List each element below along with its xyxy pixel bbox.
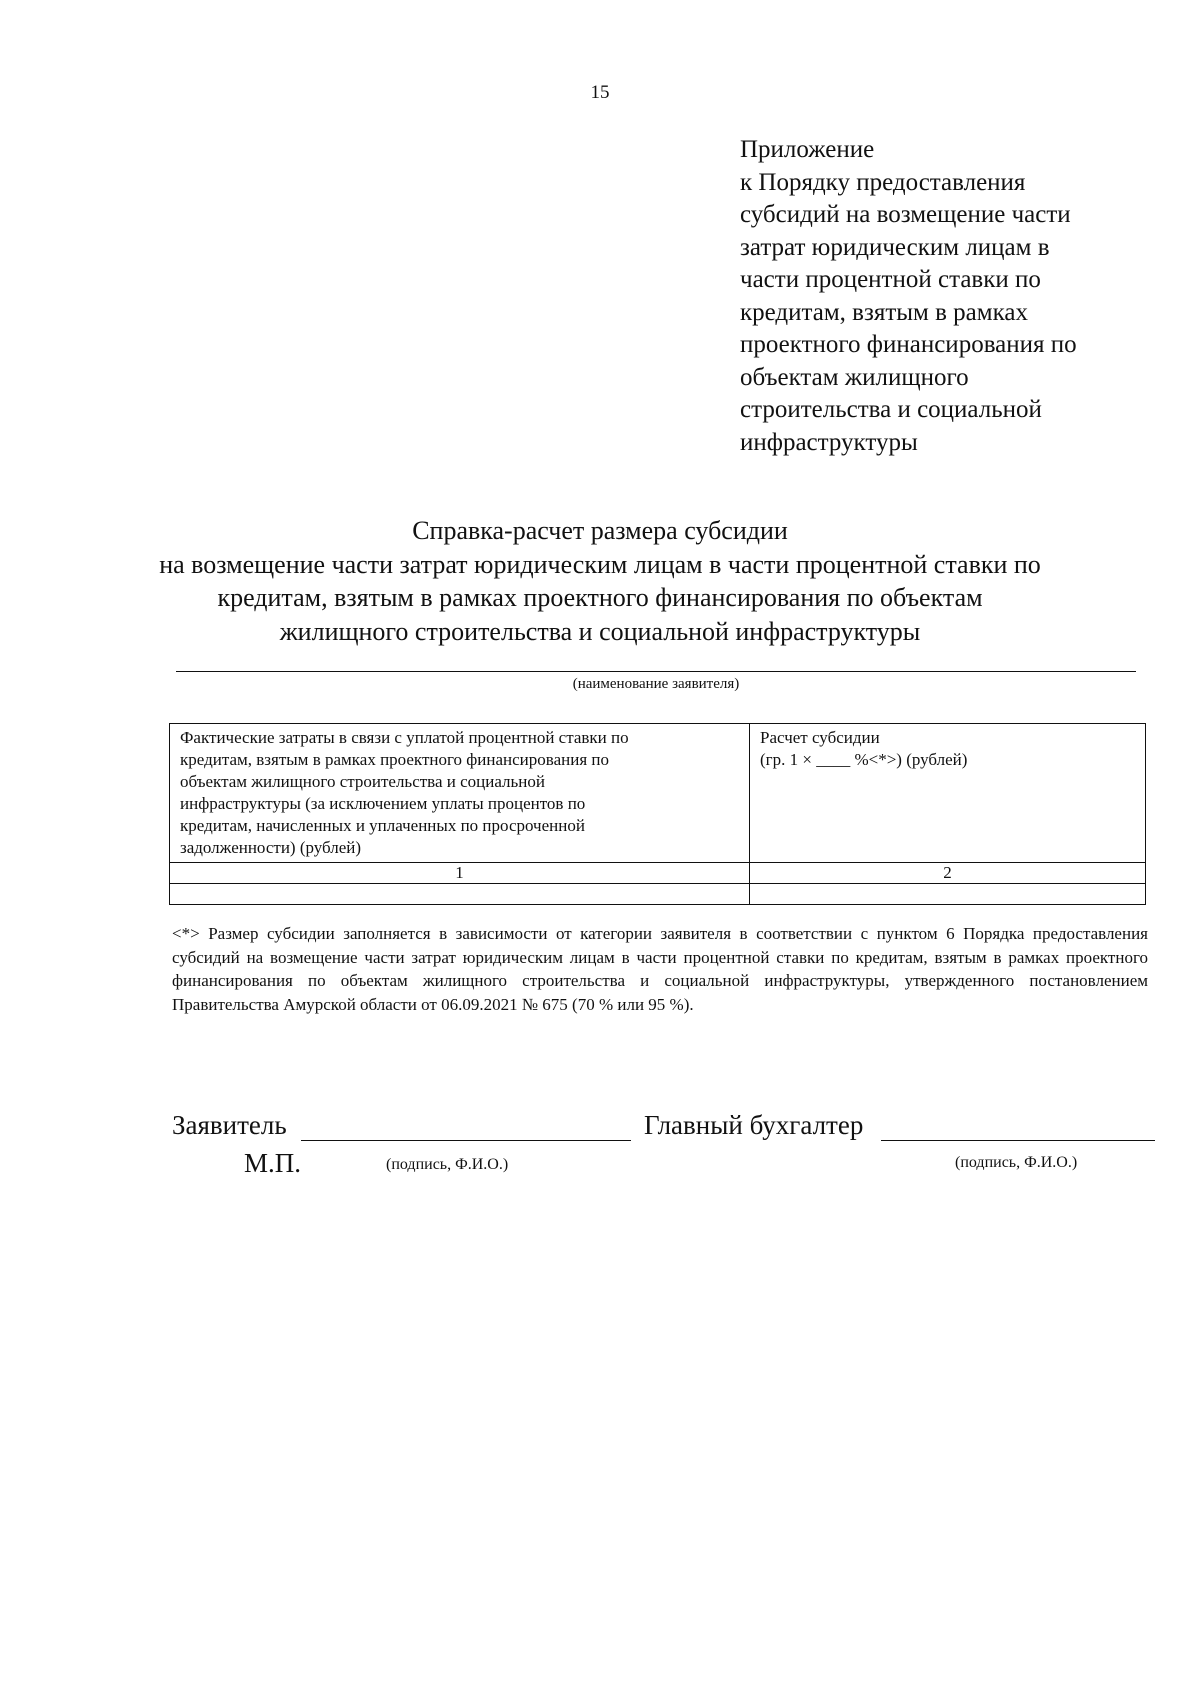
appendix-line: Приложение — [740, 136, 875, 163]
accountant-signature-label: Главный бухгалтер — [644, 1110, 864, 1140]
document-title — [0, 514, 1200, 648]
header-line: объектам жилищного строительства и социальной — [180, 772, 545, 791]
applicant-signature-line[interactable] — [301, 1140, 631, 1141]
header-line: задолженности) (рублей) — [180, 838, 362, 857]
appendix-line: строительства и социальной — [740, 396, 1042, 423]
appendix-header — [740, 134, 1160, 459]
header-line: Фактические затраты в связи с уплатой процентной ставки по — [180, 728, 629, 747]
table-column-number-row — [170, 863, 1146, 884]
title-line: на возмещение части затрат юридическим лицам в части процентной ставки по — [159, 549, 1041, 579]
title-line: Справка-расчет размера субсидии — [412, 516, 788, 545]
accountant-signature-line[interactable] — [881, 1140, 1155, 1141]
header-line: кредитам, начисленных и уплаченных по просроченной — [180, 816, 585, 835]
appendix-line: инфраструктуры — [740, 428, 918, 456]
table-header-row — [170, 724, 1146, 863]
appendix-line: части процентной ставки по — [740, 266, 1041, 293]
applicant-name-field-line[interactable] — [176, 671, 1136, 672]
appendix-line: к Порядку предоставления — [740, 168, 1026, 196]
column-number: 1 — [170, 863, 750, 884]
table-cell-actual-costs[interactable] — [170, 884, 750, 905]
appendix-line: субсидий на возмещение части — [740, 201, 1071, 228]
header-line: инфраструктуры (за исключением уплаты процентов по — [180, 794, 586, 813]
footnote: <*> Размер субсидии заполняется в зависимости от категории заявителя в соответствии с пунктом 6 Порядка предоставления субсидий на возмещение части затрат юридическим лицам в части процентной ставки по кредитам, взятым в рамках проектного финансирования по объектам жилищного строительства и социальной инфраструктуры, утвержденного постановлением Правительства Амурской области от 06.09.2021 № 675 (70 % или 95 %). — [172, 924, 1148, 1014]
table-cell-subsidy-amount[interactable] — [750, 884, 1146, 905]
title-line: кредитам, взятым в рамках проектного финансирования по объектам — [217, 583, 983, 612]
table-row — [170, 884, 1146, 905]
header-line: Расчет субсидии — [760, 728, 880, 747]
header-actual-costs — [170, 724, 750, 863]
header-subsidy-calculation — [750, 724, 1146, 863]
appendix-line: кредитам, взятым в рамках — [740, 298, 1028, 326]
page-number: 15 — [590, 82, 610, 103]
subsidy-calculation-table — [169, 723, 1146, 905]
applicant-name-caption: (наименование заявителя) — [572, 676, 740, 692]
stamp-place-label: М.П. — [244, 1148, 302, 1178]
accountant-signature-caption: (подпись, Ф.И.О.) — [955, 1154, 1078, 1171]
header-line: кредитам, взятым в рамках проектного финансирования по — [180, 750, 609, 769]
appendix-line: затрат юридическим лицам в — [740, 233, 1050, 261]
appendix-line: проектного финансирования по — [740, 331, 1077, 358]
header-line: (гр. 1 × ____ %<*>) (рублей) — [760, 750, 968, 769]
column-number: 2 — [750, 863, 1146, 884]
title-line: жилищного строительства и социальной инфраструктуры — [279, 616, 921, 646]
appendix-line: объектам жилищного — [740, 363, 969, 391]
applicant-signature-caption: (подпись, Ф.И.О.) — [386, 1156, 509, 1173]
applicant-signature-label: Заявитель — [172, 1110, 287, 1140]
